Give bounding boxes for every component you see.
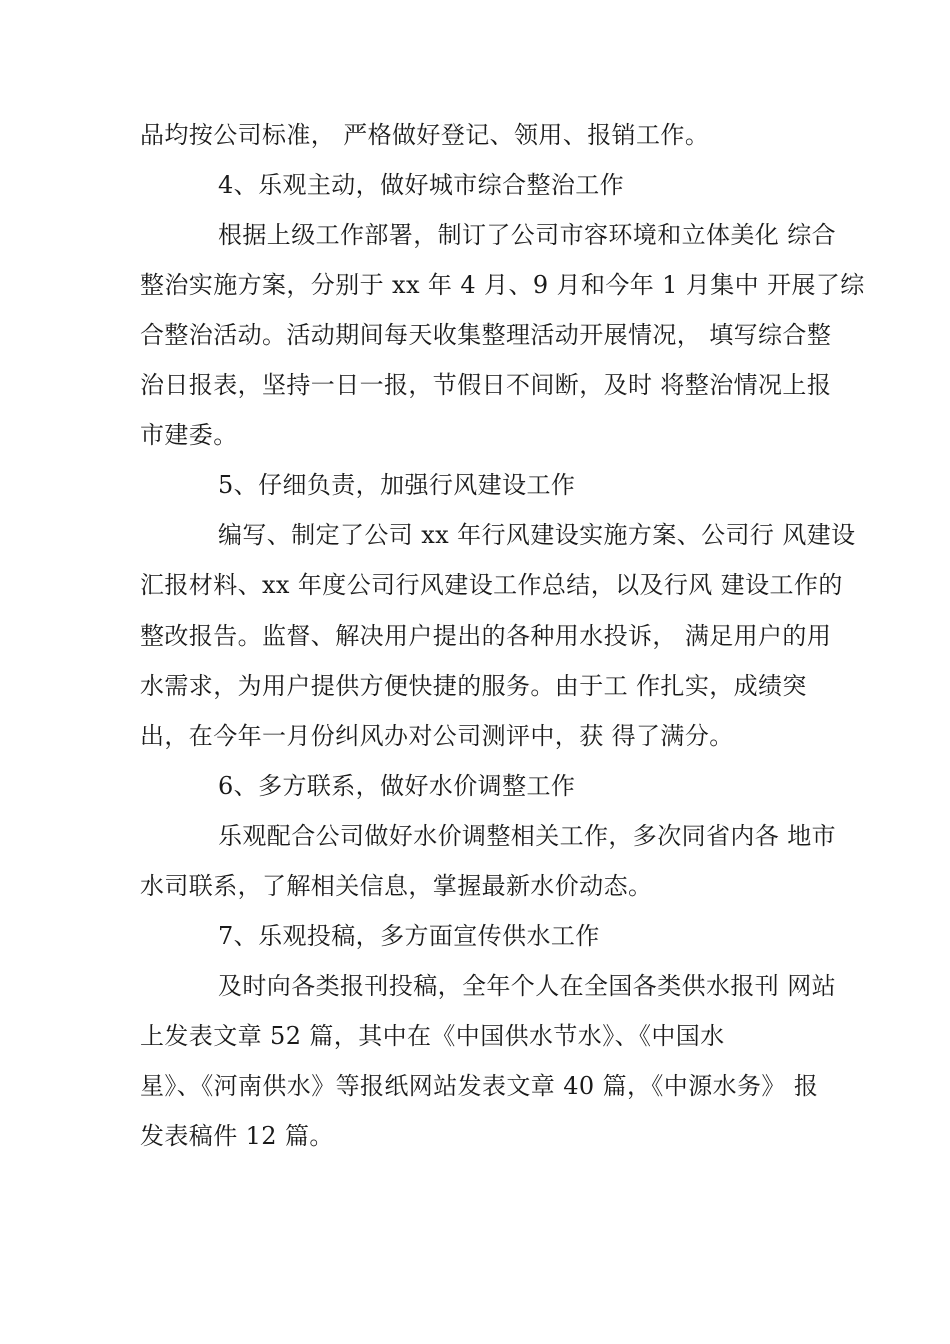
paragraph-line: 合整治活动。活动期间每天收集整理活动开展情况， 填写综合整 (140, 321, 832, 349)
paragraph-line: 上发表文章 52 篇，其中在《中国供水节水》、《中国水 (140, 1022, 725, 1050)
section-heading: 4、乐观主动，做好城市综合整治工作 (218, 171, 625, 199)
paragraph-line: 发表稿件 12 篇。 (140, 1122, 334, 1150)
paragraph-line: 品均按公司标准， 严格做好登记、领用、报销工作。 (140, 121, 710, 149)
paragraph-line: 整治实施方案，分别于 xx 年 4 月、9 月和今年 1 月集中 开展了综 (140, 271, 865, 299)
paragraph-line: 市建委。 (140, 421, 238, 449)
paragraph-line: 乐观配合公司做好水价调整相关工作，多次同省内各 地市 (218, 822, 837, 850)
section-heading: 7、乐观投稿，多方面宣传供水工作 (218, 922, 600, 950)
paragraph-line: 根据上级工作部署，制订了公司市容环境和立体美化 综合 (218, 221, 837, 249)
section-heading: 6、多方联系，做好水价调整工作 (218, 772, 576, 800)
section-heading: 5、仔细负责，加强行风建设工作 (218, 471, 576, 499)
paragraph-line: 星》、《河南供水》等报纸网站发表文章 40 篇，《中源水务》 报 (140, 1072, 819, 1100)
paragraph-line: 编写、制定了公司 xx 年行风建设实施方案、公司行 风建设 (218, 521, 856, 549)
paragraph-line: 整改报告。监督、解决用户提出的各种用水投诉， 满足用户的用 (140, 622, 832, 650)
paragraph-line: 水需求，为用户提供方便快捷的服务。由于工 作扎实，成绩突 (140, 672, 807, 700)
paragraph-line: 出，在今年一月份纠风办对公司测评中，获 得了满分。 (140, 722, 734, 750)
paragraph-line: 治日报表，坚持一日一报，节假日不间断，及时 将整治情况上报 (140, 371, 832, 399)
paragraph-line: 汇报材料、xx 年度公司行风建设工作总结，以及行风 建设工作的 (140, 571, 843, 599)
paragraph-line: 水司联系，了解相关信息，掌握最新水价动态。 (140, 872, 653, 900)
paragraph-line: 及时向各类报刊投稿，全年个人在全国各类供水报刊 网站 (218, 972, 837, 1000)
